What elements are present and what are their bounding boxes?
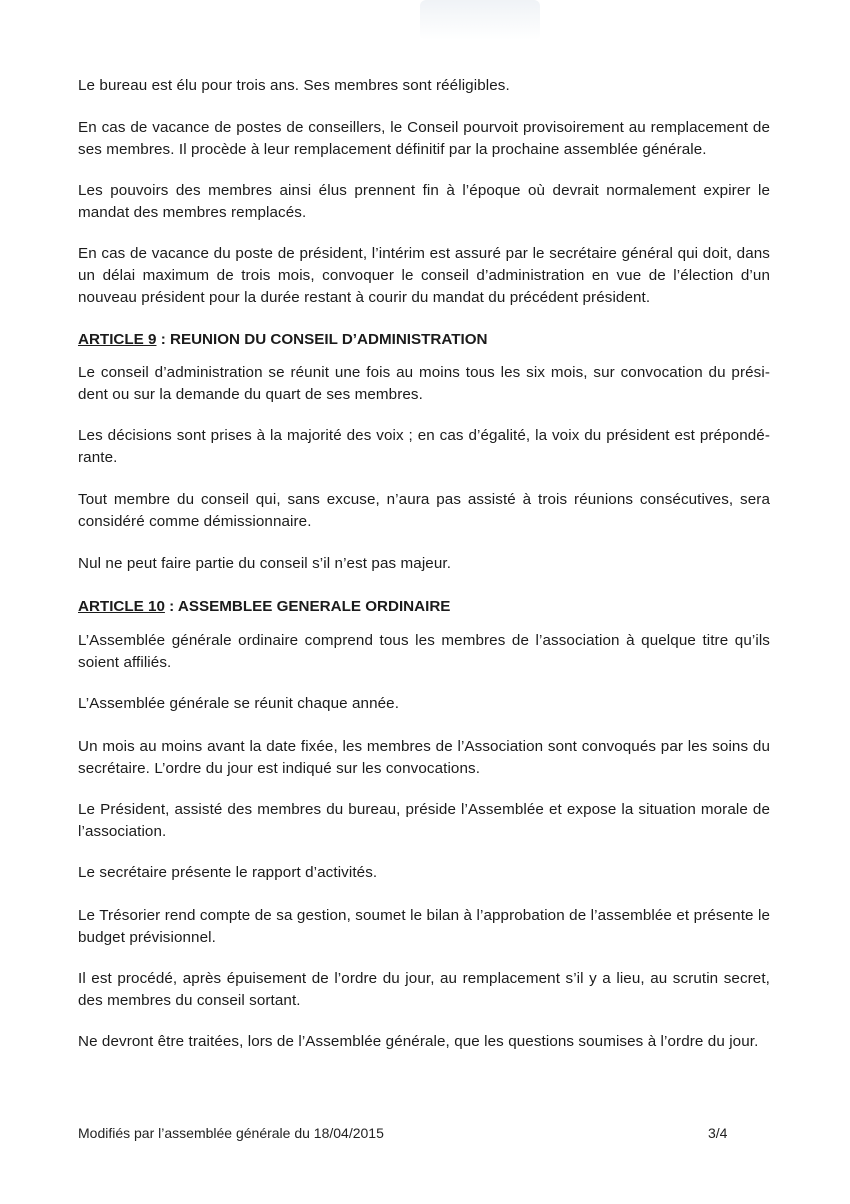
paragraph-president-vacancy: En cas de vacance du poste de président, l’intérim est assuré par le secrétaire général qui doit, dans un délai maximum de trois mois, convoquer le conseil d’administration en vue de l’élection d’un nouveau président pour la durée restant à courir du mandat du précédent président. [78, 245, 770, 306]
paragraph-president-report: Le Président, assisté des membres du bureau, préside l’Assemblée et expose la situation morale de l’association. [78, 801, 770, 840]
paragraph-convocation: Un mois au moins avant la date fixée, les membres de l’Association sont convoqués par les soins du secrétaire. L’ordre du jour est indiqué sur les convocations. [78, 738, 770, 777]
article-10-heading [78, 596, 450, 618]
article-9-label: ARTICLE 9 [78, 331, 157, 348]
paragraph-majority-age: Nul ne peut faire partie du conseil s’il n’est pas majeur. [78, 555, 452, 572]
paragraph-agenda-questions: Ne devront être traitées, lors de l’Assemblée générale, que les questions soumises à l’ordre du jour. [78, 1033, 759, 1050]
paragraph-secretary-report: Le secrétaire présente le rapport d’activités. [78, 864, 378, 881]
paragraph-bureau-term: Le bureau est élu pour trois ans. Ses membres sont rééligibles. [78, 77, 510, 94]
paragraph-replacement-vote: Il est procédé, après épuisement de l’ordre du jour, au remplacement s’il y a lieu, au scrutin secret, des membres du conseil sortant. [78, 970, 770, 1009]
footer-note: Modifiés par l’assemblée générale du 18/04/2015 [78, 1125, 384, 1141]
page-number: 3/4 [708, 1125, 728, 1141]
paragraph-decisions-majority: Les décisions sont prises à la majorité des voix ; en cas d’égalité, la voix du président est prépondé-rante. [78, 427, 770, 466]
paragraph-vacancy-councillors: En cas de vacance de postes de conseillers, le Conseil pourvoit provisoirement au remplacement de ses membres. Il procède à leur remplacement définitif par la prochaine assemblée générale. [78, 119, 770, 158]
article-9-heading [78, 329, 488, 351]
article-10-title: : ASSEMBLEE GENERALE ORDINAIRE [164, 598, 451, 615]
paragraph-powers-end: Les pouvoirs des membres ainsi élus prennent fin à l’époque où devrait normalement expirer le mandat des membres remplacés. [78, 182, 770, 221]
scan-artifact [420, 0, 540, 40]
paragraph-treasurer: Le Trésorier rend compte de sa gestion, soumet le bilan à l’approbation de l’assemblée et présente le budget prévisionnel. [78, 907, 770, 946]
article-9-title: : REUNION DU CONSEIL D’ADMINISTRATION [156, 331, 488, 348]
paragraph-council-meetings: Le conseil d’administration se réunit une fois au moins tous les six mois, sur convocation du prési-dent ou sur la demande du quart de ses membres. [78, 364, 770, 403]
paragraph-assembly-yearly: L’Assemblée générale se réunit chaque année. [78, 695, 400, 712]
paragraph-absences: Tout membre du conseil qui, sans excuse, n’aura pas assisté à trois réunions consécutives, sera considéré comme démissionnaire. [78, 491, 770, 530]
article-10-label: ARTICLE 10 [78, 598, 165, 615]
paragraph-assembly-members: L’Assemblée générale ordinaire comprend tous les membres de l’association à quelque titre qu’ils soient affiliés. [78, 632, 770, 671]
